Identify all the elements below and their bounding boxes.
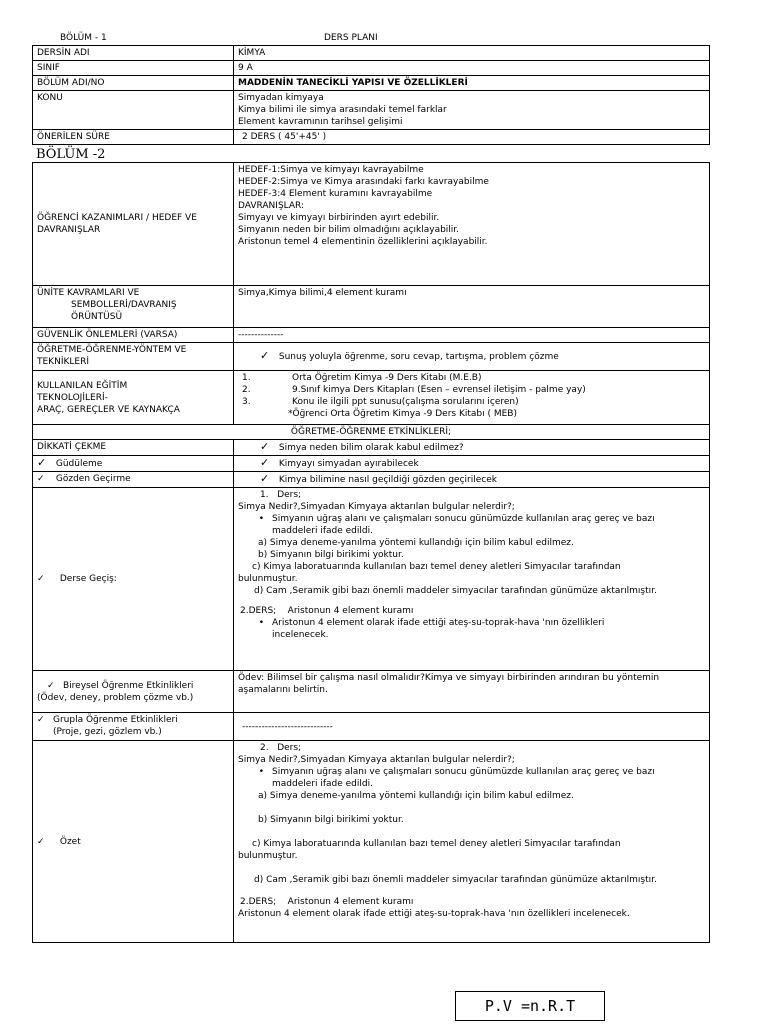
- label-bolum-adi: BÖLÜM ADI/NO: [33, 76, 234, 91]
- gudulem-value-text: Kimyayı simyadan ayırabilecek: [278, 459, 419, 469]
- label-ozet: [33, 741, 234, 943]
- kaynak-item: 2. 9.Sınıf kimya Ders Kitapları (Esen – evrensel iletişim - palme yay): [242, 385, 586, 395]
- document-title: DERS PLANI: [324, 33, 378, 43]
- value-dersin-adi: KİMYA: [234, 46, 710, 61]
- yontem-text: Sunuş yoluyla öğrenme, soru cevap, tartışma, problem çözme: [278, 352, 559, 362]
- kazanim-line: HEDEF-3:4 Element kuramını kavrayabilme: [238, 189, 433, 199]
- kullanilan-label-line: ARAÇ, GEREÇLER VE KAYNAKÇA: [37, 404, 180, 415]
- ozet-item-c-cont: bulunmuştur.: [238, 851, 298, 861]
- unite-label-line: SEMBOLLERİ/DAVRANIŞ: [71, 300, 177, 310]
- derse-ders2: 2.DERS; Aristonun 4 element kuramı: [240, 606, 414, 616]
- label-gozden: [33, 472, 234, 488]
- label-sinif: SINIF: [33, 61, 234, 76]
- ozet-item-b: b) Simyanın bilgi birikimi yoktur.: [258, 815, 404, 825]
- value-kazanim: [234, 163, 710, 286]
- label-onerilen-sure: ÖNERİLEN SÜRE: [33, 130, 234, 145]
- value-kullanilan: [234, 371, 710, 425]
- label-gudulem: [33, 456, 234, 472]
- value-bolum-adi: MADDENİN TANECİKLİ YAPISI VE ÖZELLİKLERİ: [234, 76, 710, 91]
- kazanim-line: Simyanın neden bir bilim olmadığını açıklayabilir.: [238, 225, 460, 235]
- checkmark-icon: ✓: [260, 349, 270, 362]
- derse-item-b: b) Simyanın bilgi birikimi yoktur.: [258, 550, 404, 560]
- ozet-item-c: c) Kimya laboratuarında kullanılan bazı temel deney aletleri Simyacılar tarafından: [252, 839, 621, 849]
- checkmark-icon: ✓: [37, 474, 45, 484]
- derse-bullet-cont: maddeleri ifade edildi.: [272, 526, 373, 536]
- grupla-label-line: ✓ Grupla Öğrenme Etkinlikleri: [37, 715, 178, 725]
- konu-line: Simyadan kimyaya: [238, 93, 324, 103]
- value-dikkat: [234, 440, 710, 456]
- ozet-item-d: d) Cam ,Seramik gibi bazı önemli maddeler simyacılar tarafından günümüze aktarılmıştır.: [254, 875, 657, 885]
- derse-item-d: d) Cam ,Seramik gibi bazı önemli maddeler simyacılar tarafından günümüze aktarılmıştır.: [254, 586, 657, 596]
- formula-box: P.V =n.R.T: [455, 991, 605, 1021]
- header-section: BÖLÜM - 1: [60, 33, 107, 43]
- value-yontem: [234, 343, 710, 371]
- derse-bullet: • Simyanın uğraş alanı ve çalışmaları sonucu günümüzde kullanılan araç gereç ve bazı: [258, 514, 655, 524]
- derse-bullet-cont: incelenecek.: [272, 630, 329, 640]
- checkmark-icon: ✓: [37, 836, 45, 847]
- bireysel-line: aşamalarını belirtin.: [238, 685, 328, 695]
- value-ozet: [234, 741, 710, 943]
- label-guvenlik: GÜVENLİK ÖNLEMLERİ (VARSA): [33, 328, 234, 343]
- checkmark-icon: ✓: [260, 456, 270, 469]
- unite-label-line: ÜNİTE KAVRAMLARI VE: [37, 288, 140, 298]
- derse-label-text: Derse Geçiş:: [59, 574, 117, 584]
- derse-item-c: c) Kimya laboratuarında kullanılan bazı temel deney aletleri Simyacılar tarafından: [252, 562, 621, 572]
- gozden-value-text: Kimya bilimine nasıl geçildiği gözden geçirilecek: [278, 475, 497, 485]
- value-guvenlik: --------------: [234, 328, 710, 343]
- value-gozden: [234, 472, 710, 488]
- label-bireysel: [33, 671, 234, 713]
- value-derse-gecis: [234, 488, 710, 671]
- dikkat-text: Simya neden bilim olarak kabul edilmez?: [278, 443, 464, 453]
- ozet-bullet: • Simyanın uğraş alanı ve çalışmaları sonucu günümüzde kullanılan araç gereç ve bazı: [258, 767, 655, 777]
- value-gudulem: [234, 456, 710, 472]
- ozet-ders2: 2.DERS; Aristonun 4 element kuramı: [240, 897, 414, 907]
- label-dikkat: DİKKATİ ÇEKME: [33, 440, 234, 456]
- kazanim-line: Simyayı ve kimyayı birbirinden ayırt edebilir.: [238, 213, 440, 223]
- value-unite: Simya,Kimya bilimi,4 element kuramı: [234, 286, 710, 328]
- checkmark-icon: ✓: [37, 574, 45, 584]
- derse-question: Simya Nedir?,Simyadan Kimyaya aktarılan bulgular nelerdir?;: [238, 502, 515, 512]
- section2-table: [32, 162, 710, 943]
- value-konu: [234, 91, 710, 130]
- label-yontem: ÖĞRETME-ÖĞRENME-YÖNTEM VE TEKNİKLERİ: [33, 343, 234, 371]
- gozden-text: Gözden Geçirme: [55, 474, 131, 484]
- derse-item-a: a) Simya deneme-yanılma yöntemi kullandığı için bilim kabul edilmez.: [258, 538, 574, 548]
- label-unite: [33, 286, 234, 328]
- value-sinif: 9 A: [234, 61, 710, 76]
- konu-line: Kimya bilimi ile simya arasındaki temel farklar: [238, 105, 447, 115]
- unite-label-line: ÖRÜNTÜSÜ: [71, 312, 123, 322]
- kazanim-line: Aristonun temel 4 elementinin özelliklerini açıklayabilir.: [238, 237, 488, 247]
- kaynak-item: 3. Konu ile ilgili ppt sunusu(çalışma sorularını içeren): [242, 397, 519, 407]
- label-konu: KONU: [33, 91, 234, 130]
- checkmark-icon: ✓: [47, 680, 55, 691]
- derse-bullet: • Aristonun 4 element olarak ifade ettiği ateş-su-toprak-hava 'nın özellikleri: [258, 618, 605, 628]
- ozet-item-a: a) Simya deneme-yanılma yöntemi kullandığı için bilim kabul edilmez.: [258, 791, 574, 801]
- ozet-bullet-cont: maddeleri ifade edildi.: [272, 779, 373, 789]
- kullanilan-label-line: TEKNOLOJİLERİ-: [37, 392, 108, 403]
- kazanim-line: HEDEF-2:Simya ve Kimya arasındaki farkı kavrayabilme: [238, 177, 489, 187]
- bireysel-label-line: ✓ Bireysel Öğrenme Etkinlikleri: [47, 680, 194, 691]
- ozet-last: Aristonun 4 element olarak ifade ettiği ateş-su-toprak-hava 'nın özellikleri incelenecek.: [238, 909, 630, 919]
- ozet-heading: 2. Ders;: [260, 743, 302, 753]
- bolum2-title: BÖLÜM -2: [36, 147, 106, 162]
- checkmark-icon: ✓: [260, 440, 270, 453]
- derse-heading: 1. Ders;: [260, 490, 302, 500]
- label-kullanilan: [33, 371, 234, 425]
- etkinlik-title: ÖĞRETME-ÖĞRENME ETKİNLİKLERİ;: [33, 425, 710, 440]
- kazanim-line: DAVRANIŞLAR:: [238, 201, 305, 211]
- derse-item-c-cont: bulunmuştur.: [238, 574, 298, 584]
- kullanilan-label-line: KULLANILAN EĞİTİM: [37, 380, 128, 391]
- kaynak-note: *Öğrenci Orta Öğretim Kimya -9 Ders Kitabı ( MEB): [288, 409, 517, 419]
- label-dersin-adi: DERSİN ADI: [33, 46, 234, 61]
- ozet-label-text: Özet: [59, 836, 81, 847]
- label-grupla: [33, 713, 234, 741]
- ozet-question: Simya Nedir?,Simyadan Kimyaya aktarılan bulgular nelerdir?;: [238, 755, 515, 765]
- bireysel-label-line: (Ödev, deney, problem çözme vb.): [37, 692, 194, 703]
- value-bireysel: [234, 671, 710, 713]
- konu-line: Element kavramının tarihsel gelişimi: [238, 117, 403, 127]
- bireysel-line: Ödev: Bilimsel bir çalışma nasıl olmalıdır?Kimya ve simyayı birbirinden arındıran bu yöntemin: [238, 673, 660, 683]
- gudulem-text: Güdüleme: [55, 459, 103, 469]
- label-derse-gecis: [33, 488, 234, 671]
- kaynak-item: 1. Orta Öğretim Kimya -9 Ders Kitabı (M.E.B): [242, 373, 482, 383]
- checkmark-icon: ✓: [260, 472, 270, 485]
- label-kazanim: ÖĞRENCİ KAZANIMLARI / HEDEF VE DAVRANIŞLAR: [33, 163, 234, 286]
- value-onerilen-sure: 2 DERS ( 45'+45' ): [234, 130, 710, 145]
- kazanim-line: HEDEF-1:Simya ve kimyayı kavrayabilme: [238, 165, 424, 175]
- grupla-label-line: (Proje, gezi, gözlem vb.): [53, 727, 162, 737]
- value-grupla: ----------------------------: [234, 713, 710, 741]
- section1-table: [32, 45, 710, 145]
- checkmark-icon: ✓: [37, 715, 45, 725]
- checkmark-icon: ✓: [37, 456, 47, 469]
